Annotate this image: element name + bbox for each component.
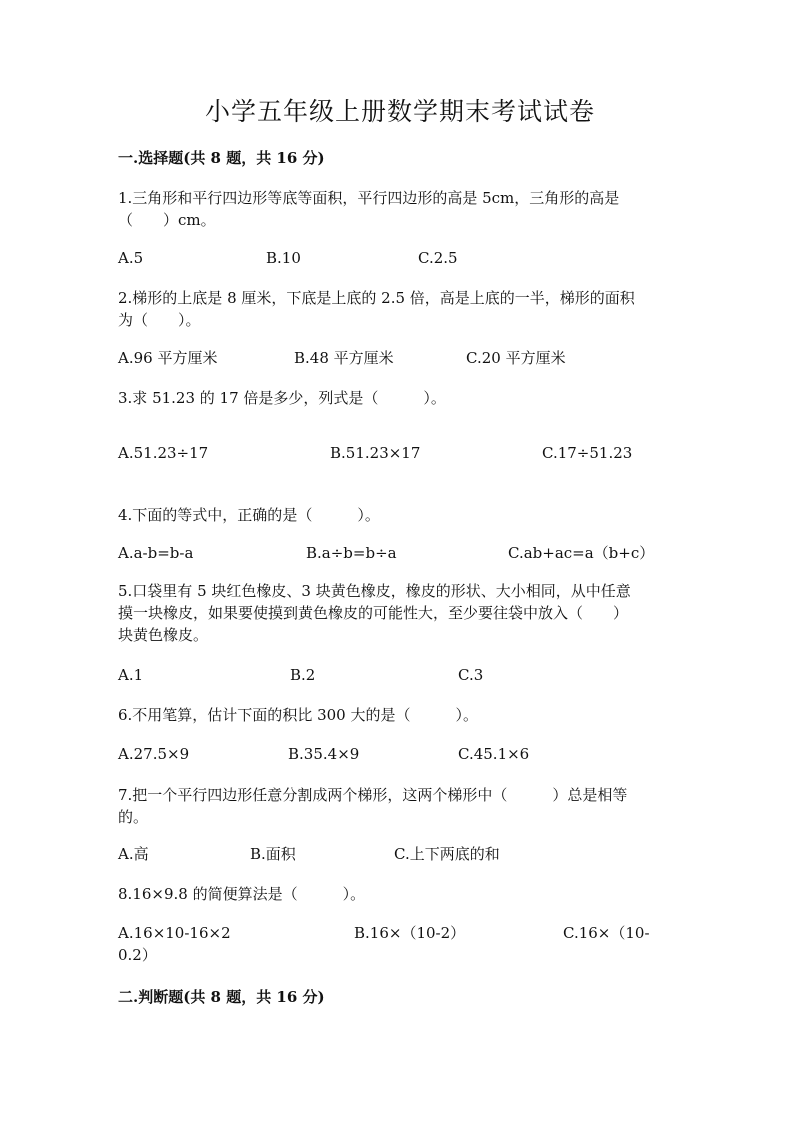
question-5-line-2: 摸一块橡皮，如果要使摸到黄色橡皮的可能性大，至少要往袋中放入（ ） <box>118 604 629 622</box>
question-5-line-1: 5.口袋里有 5 块红色橡皮、3 块黄色橡皮，橡皮的形状、大小相同，从中任意 <box>118 582 631 600</box>
question-1-line-1: 1.三角形和平行四边形等底等面积，平行四边形的高是 5cm，三角形的高是 <box>118 189 620 207</box>
question-5-option-a: A.1 <box>118 666 144 684</box>
question-3-option-c: C.17÷51.23 <box>542 444 633 462</box>
question-5 <box>118 580 678 646</box>
question-8-line-1: 8.16×9.8 的简便算法是（ ）。 <box>118 885 366 903</box>
question-6-option-c: C.45.1×6 <box>458 745 530 763</box>
question-4-option-b: B.a÷b=b÷a <box>306 544 397 562</box>
question-8-option-c-continued: 0.2） <box>118 946 157 964</box>
question-6-line-1: 6.不用笔算，估计下面的积比 300 大的是（ ）。 <box>118 706 478 724</box>
question-4-option-c: C.ab+ac=a（b+c） <box>508 544 655 562</box>
question-5-line-3: 块黄色橡皮。 <box>118 626 209 644</box>
question-7 <box>118 784 678 828</box>
question-7-line-1: 7.把一个平行四边形任意分割成两个梯形，这两个梯形中（ ）总是相等 <box>118 786 628 804</box>
question-5-option-b: B.2 <box>290 666 316 684</box>
question-2 <box>118 287 678 331</box>
question-3 <box>118 387 678 409</box>
question-1-option-c: C.2.5 <box>418 249 458 267</box>
page-title: 小学五年级上册数学期末考试试卷 <box>204 97 595 126</box>
question-1-line-2: （ ）cm。 <box>118 211 216 229</box>
question-1-option-b: B.10 <box>266 249 301 267</box>
section-heading-multiple-choice: 一.选择题(共 8 题，共 16 分) <box>118 149 325 167</box>
question-1 <box>118 187 678 231</box>
question-5-option-c: C.3 <box>458 666 484 684</box>
question-8-option-b: B.16×（10-2） <box>354 924 466 942</box>
question-6-option-a: A.27.5×9 <box>118 745 190 763</box>
question-8-option-c: C.16×（10- <box>563 924 650 942</box>
question-6 <box>118 704 678 726</box>
question-3-line-1: 3.求 51.23 的 17 倍是多少，列式是（ ）。 <box>118 389 446 407</box>
question-7-option-a: A.高 <box>118 845 149 863</box>
question-3-option-b: B.51.23×17 <box>330 444 421 462</box>
question-2-line-1: 2.梯形的上底是 8 厘米，下底是上底的 2.5 倍，高是上底的一半，梯形的面积 <box>118 289 635 307</box>
question-8-option-a: A.16×10-16×2 <box>118 924 231 942</box>
question-2-line-2: 为（ ）。 <box>118 311 201 329</box>
question-4-option-a: A.a-b=b-a <box>118 544 194 562</box>
question-8 <box>118 883 678 905</box>
question-7-line-2: 的。 <box>118 808 149 826</box>
question-2-option-c: C.20 平方厘米 <box>466 349 566 367</box>
question-4-line-1: 4.下面的等式中，正确的是（ ）。 <box>118 506 380 524</box>
section-heading-true-false: 二.判断题(共 8 题，共 16 分) <box>118 988 325 1006</box>
question-7-option-c: C.上下两底的和 <box>394 845 500 863</box>
question-6-option-b: B.35.4×9 <box>288 745 360 763</box>
question-1-option-a: A.5 <box>118 249 144 267</box>
question-4 <box>118 504 678 526</box>
question-7-option-b: B.面积 <box>250 845 296 863</box>
question-2-option-b: B.48 平方厘米 <box>294 349 394 367</box>
question-3-option-a: A.51.23÷17 <box>118 444 209 462</box>
question-2-option-a: A.96 平方厘米 <box>118 349 218 367</box>
